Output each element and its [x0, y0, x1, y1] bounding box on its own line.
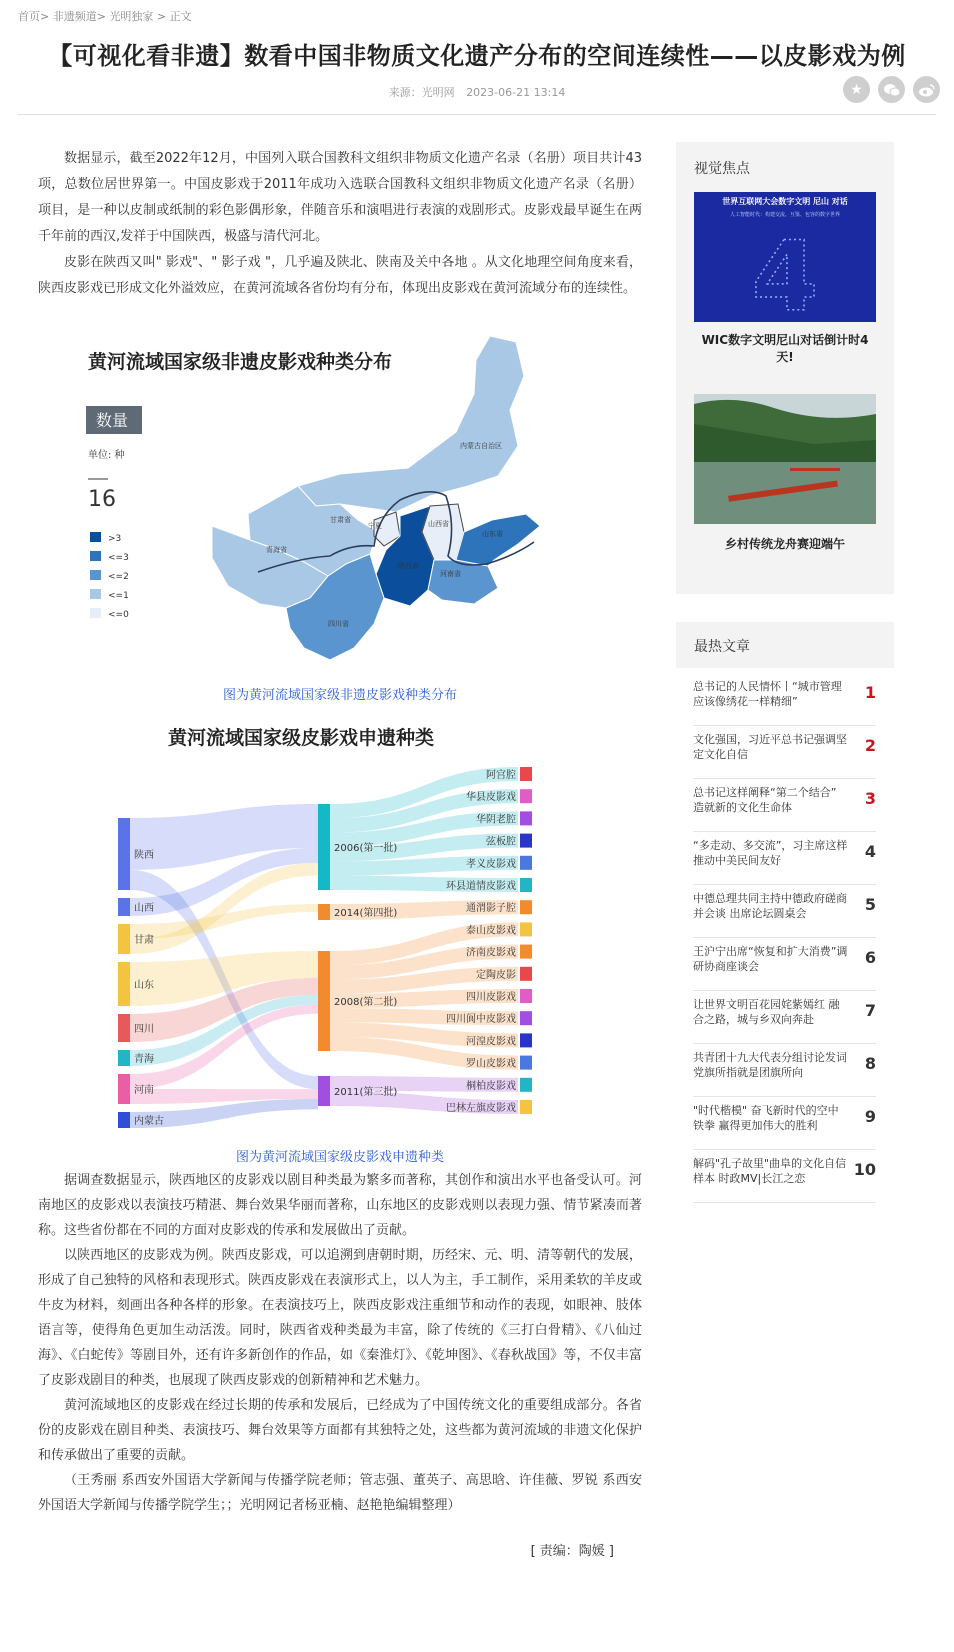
hot-articles-list [693, 673, 876, 1203]
map-label: 内蒙古自治区 [460, 442, 502, 450]
sankey-province-label: 甘肃 [134, 935, 154, 946]
hot-article-title[interactable]: 解码"孔子故里"曲阜的文化自信样本 时政MV|长江之恋 [693, 1157, 847, 1185]
map-legend-swatch [90, 589, 101, 599]
article-body-bottom [38, 1168, 642, 1518]
sankey-item-node [520, 967, 532, 981]
sankey-item-label: 孝义皮影戏 [466, 858, 516, 870]
hot-article-item[interactable] [693, 726, 876, 779]
breadcrumb-home[interactable]: 首页> [18, 10, 50, 23]
sankey-item-label: 桐柏皮影戏 [466, 1080, 516, 1092]
sankey-province-label: 四川 [134, 1024, 154, 1035]
hot-article-rank: 9 [864, 1107, 876, 1126]
map-legend-title: 数量 [96, 411, 129, 430]
article-paragraph: 以陕西地区的皮影戏为例。陕西皮影戏，可以追溯到唐朝时期，历经宋、元、明、清等朝代的发展，形成了自己独特的风格和表现形式。陕西皮影戏在表演形式上，以人为主，手工制作，采用柔软的羊皮或牛皮为材料，刻画出各种各样的形象。在表演技巧上，陕西皮影戏注重细节和动作的表现，如眼神、肢体语言等，使得角色更加生动活泼。同时，陕西省戏种类最为丰富，除了传统的《三打白骨精》、《八仙过海》、《白蛇传》等剧目外，还有许多新创作的作品，如《秦淮灯》、《乾坤图》、《春秋战国》等，不仅丰富了皮影戏剧目的种类，也展现了陕西皮影戏的创新精神和艺术魅力。 [38, 1248, 642, 1388]
sankey-province-node [118, 1050, 130, 1066]
hot-article-title[interactable]: 总书记的人民情怀丨“城市管理应该像绣花一样精细” [693, 680, 842, 708]
sankey-item-label: 四川阆中皮影戏 [446, 1014, 516, 1026]
wic-banner-subtitle: 人工智能时代：构建交流、互鉴、包容的数字世界 [729, 212, 841, 218]
sankey-item-node [520, 811, 532, 825]
sankey-item-node [520, 1078, 532, 1092]
map-label: 河南省 [440, 570, 461, 578]
map-label: 山西省 [428, 520, 449, 528]
sankey-item-label: 罗山皮影戏 [466, 1058, 516, 1070]
sankey-batch-node [318, 804, 330, 890]
hot-article-title[interactable]: "时代楷模" 奋飞新时代的空中铁拳 赢得更加伟大的胜利 [693, 1104, 839, 1132]
sankey-item-node [520, 834, 532, 848]
breadcrumb-section[interactable]: 光明独家 > [109, 10, 167, 23]
sankey-item-label: 阿宫腔 [486, 770, 516, 781]
hot-article-item[interactable] [693, 885, 876, 938]
article-paragraph: 数据显示，截至2022年12月，中国列入联合国教科文组织非物质文化遗产名录（名册）项目共计43项，总数位居世界第一。中国皮影戏于2011年成功入选联合国教科文组织非物质文化遗产名录（名册）项目，是一种以皮制或纸制的彩色影偶形象，伴随音乐和演唱进行表演的戏剧形式。皮影戏最早诞生在两千年前的西汉,发祥于中国陕西，极盛与清代河北。 [38, 151, 642, 244]
sankey-item-node [520, 1011, 532, 1025]
sankey-province-node [118, 818, 130, 890]
sankey-item-label: 巴林左旗皮影戏 [446, 1103, 516, 1114]
hot-article-rank: 6 [864, 948, 876, 967]
sankey-province-node [118, 1112, 130, 1128]
weibo-icon[interactable] [913, 76, 940, 103]
map-legend-label: <=2 [108, 572, 129, 582]
article-paragraph: 皮影在陕西又叫" 影戏"、" 影子戏 "，几乎遍及陕北、陕南及关中各地 。从文化地理空间角度来看，陕西皮影戏已形成文化外溢效应，在黄河流域各省份均有分布，体现出皮影戏在黄河流域分布的连续性。 [38, 255, 642, 296]
star-icon[interactable]: ★ [843, 76, 870, 103]
sankey-item-label: 通渭影子腔 [466, 903, 516, 915]
map-legend-swatch [90, 570, 101, 580]
map-label: 陕西省 [398, 562, 419, 570]
article-credits: （王秀丽 系西安外国语大学新闻与传播学院老师；管志强、董英子、高思晗、许佳薇、罗锐 系西安外国语大学新闻与传播学院学生；；光明网记者杨亚楠、赵艳艳编辑整理） [38, 1473, 642, 1513]
sankey-title: 黄河流域国家级皮影戏申遗种类 [168, 727, 435, 749]
hot-article-item[interactable] [693, 1044, 876, 1097]
sankey-item-node [520, 1056, 532, 1070]
hot-article-title[interactable]: 共青团十九大代表分组讨论发词 党旗所指就是团旗所向 [693, 1051, 847, 1079]
sankey-batch-label: 2011(第三批) [334, 1087, 398, 1098]
hot-article-title[interactable]: 文化强国，习近平总书记强调坚定文化自信 [693, 733, 847, 761]
sankey-batch-label: 2014(第四批) [334, 908, 398, 919]
article-meta [0, 84, 954, 100]
map-caption: 图为黄河流域国家级非遗皮影戏种类分布 [222, 688, 457, 703]
hot-article-item[interactable] [693, 1097, 876, 1150]
sankey-item-node [520, 1100, 532, 1114]
sankey-item-node [520, 900, 532, 914]
hot-article-item[interactable] [693, 779, 876, 832]
hot-article-item[interactable] [693, 991, 876, 1044]
hot-article-title[interactable]: 让世界文明百花园姹紫嫣红 融合之路，城与乡双向奔赴 [693, 998, 840, 1026]
hot-articles-title: 最热文章 [676, 622, 894, 668]
hot-article-item[interactable] [693, 832, 876, 885]
sankey-item-node [520, 856, 532, 870]
header-divider [18, 114, 936, 115]
sankey-item-node [520, 878, 532, 892]
sankey-item-label: 泰山皮影戏 [466, 925, 516, 937]
sankey-province-label: 陕西 [134, 850, 154, 861]
breadcrumb-current: 正文 [169, 10, 192, 23]
sankey-batch-label: 2006(第一批) [334, 843, 398, 854]
hot-article-rank: 8 [864, 1054, 876, 1073]
map-label: 青海省 [266, 546, 287, 554]
sankey-province-label: 内蒙古 [134, 1116, 164, 1127]
sankey-province-node [118, 962, 130, 1006]
map-region-shandong [456, 514, 540, 566]
map-legend-label: >3 [108, 534, 122, 544]
wic-countdown-number: 4 [751, 221, 819, 322]
map-legend-label: <=1 [108, 591, 129, 601]
map-label: 宁夏 [368, 522, 382, 530]
map-legend-swatch [90, 608, 101, 618]
hot-article-rank: 3 [864, 789, 876, 808]
sankey-item-node [520, 922, 532, 936]
focus-image-wic[interactable] [694, 192, 876, 322]
sankey-province-node [118, 898, 130, 916]
hot-article-rank: 4 [864, 842, 876, 861]
sankey-item-label: 环县道情皮影戏 [446, 881, 516, 892]
visual-focus-panel [676, 142, 894, 594]
sankey-item-label: 四川皮影戏 [466, 992, 516, 1003]
map-legend-label: <=0 [108, 610, 129, 620]
map-label: 四川省 [328, 620, 349, 628]
hot-article-title[interactable]: 王沪宁出席“恢复和扩大消费”调研协商座谈会 [693, 945, 848, 973]
focus-image-dragonboat[interactable] [694, 394, 876, 524]
sankey-province-label: 山西 [134, 903, 154, 914]
sankey-item-node [520, 789, 532, 803]
sankey-batch-node [318, 904, 330, 920]
visual-focus-title: 视觉焦点 [694, 161, 750, 177]
breadcrumb-channel[interactable]: 非遗频道> [52, 10, 106, 23]
article-datetime: 2023-06-21 13:14 [466, 86, 566, 99]
focus-caption[interactable]: WIC数字文明尼山对话倒计时4天! [701, 333, 869, 364]
map-max-value: 16 [88, 487, 116, 512]
hot-article-title[interactable]: “多走动、多交流”，习主席这样推动中美民间友好 [693, 839, 848, 867]
map-figure [78, 336, 608, 692]
map-region-henan [428, 560, 498, 604]
sankey-item-node [520, 767, 532, 781]
hot-article-rank: 7 [864, 1001, 876, 1020]
hot-article-rank: 5 [864, 895, 876, 914]
hot-article-item[interactable] [693, 1150, 876, 1203]
article-source: 来源：光明网 [388, 86, 455, 99]
sankey-province-node [118, 1074, 130, 1104]
map-legend [90, 532, 129, 620]
wechat-icon[interactable] [878, 76, 905, 103]
sankey-figure [78, 718, 608, 1148]
sankey-item-label: 定陶皮影 [476, 969, 516, 981]
article-paragraph: 黄河流域地区的皮影戏在经过长期的传承和发展后，已经成为了中国传统文化的重要组成部分。各省份的皮影戏在剧目种类、表演技巧、舞台效果等方面都有其独特之处，这些都为黄河流域的非遗文化保护和传承做出了重要的贡献。 [38, 1398, 642, 1463]
sankey-item-label: 华阴老腔 [476, 814, 516, 826]
hot-article-title[interactable]: 中德总理共同主持中德政府磋商并会谈 出席论坛圆桌会 [693, 892, 847, 920]
sankey-item-label: 弦板腔 [486, 836, 516, 848]
editor-credit: [ 责编：陶媛 ] [530, 1544, 614, 1559]
hot-article-item[interactable] [693, 673, 876, 726]
sankey-province-node [118, 1014, 130, 1042]
article-body-top [38, 146, 642, 302]
sankey-batch-node [318, 951, 330, 1051]
sankey-batch-node [318, 1076, 330, 1106]
sankey-caption: 图为黄河流域国家级皮影戏申遗种类 [235, 1150, 444, 1165]
sankey-item-node [520, 989, 532, 1003]
map-legend-swatch [90, 551, 101, 561]
page-title: 【可视化看非遗】数看中国非物质文化遗产分布的空间连续性——以皮影戏为例 [48, 42, 906, 70]
sankey-item-label: 济南皮影戏 [466, 947, 516, 959]
hot-article-item[interactable] [693, 938, 876, 991]
hot-article-rank: 1 [864, 683, 876, 702]
hot-article-rank: 10 [853, 1160, 876, 1179]
sankey-item-label: 华县皮影戏 [466, 792, 516, 804]
map-label: 甘肃省 [330, 516, 351, 524]
focus-caption[interactable]: 乡村传统龙舟赛迎端午 [724, 537, 845, 551]
map-title: 黄河流域国家级非遗皮影戏种类分布 [88, 351, 393, 373]
map-regions [212, 336, 540, 660]
wic-banner-title: 世界互联网大会数字文明 尼山 对话 [722, 197, 848, 206]
sankey-item-node [520, 945, 532, 959]
sankey-item-label: 河湟皮影戏 [466, 1036, 516, 1048]
article-paragraph: 据调查数据显示，陕西地区的皮影戏以剧目种类最为繁多而著称，其创作和演出水平也备受认可。河南地区的皮影戏以表演技巧精湛、舞台效果华丽而著称，山东地区的皮影戏则以表现力强、情节紧凑而著称。这些省份都在不同的方面对皮影戏的传承和发展做出了贡献。 [38, 1173, 642, 1238]
sankey-province-label: 河南 [134, 1085, 154, 1096]
hot-article-title[interactable]: 总书记这样阐释“第二个结合” 造就新的文化生命体 [693, 786, 837, 814]
sankey-item-node [520, 1033, 532, 1047]
map-legend-swatch [90, 532, 101, 542]
map-unit: 单位: 种 [88, 450, 125, 461]
sankey-province-label: 青海 [134, 1054, 154, 1065]
sankey-province-node [118, 924, 130, 954]
map-label: 山东省 [482, 530, 503, 538]
share-bar [843, 76, 940, 103]
breadcrumb [18, 8, 192, 24]
sankey-province-label: 山东 [134, 980, 154, 991]
hot-article-rank: 2 [864, 736, 876, 755]
map-legend-label: <=3 [108, 553, 129, 563]
sankey-batch-label: 2008(第二批) [334, 997, 398, 1008]
